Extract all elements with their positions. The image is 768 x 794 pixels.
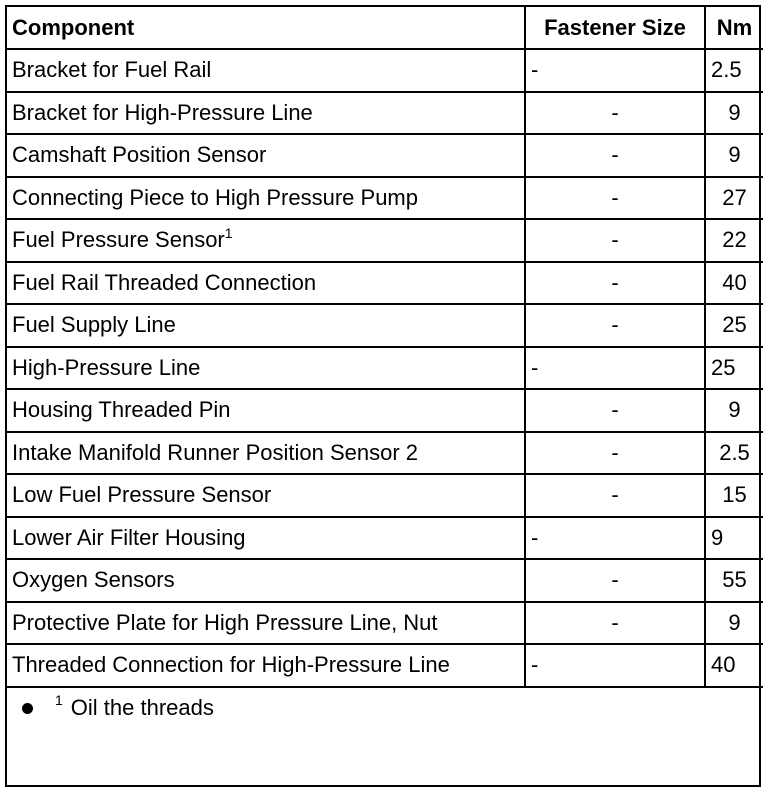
torque-cell: 40 — [705, 262, 763, 305]
component-cell: High-Pressure Line — [7, 347, 525, 390]
component-cell: Housing Threaded Pin — [7, 389, 525, 432]
table-row — [7, 517, 763, 560]
torque-cell: 27 — [705, 177, 763, 220]
torque-cell: 9 — [705, 389, 763, 432]
table-row — [7, 134, 763, 177]
torque-cell: 25 — [705, 304, 763, 347]
fastener-size-cell: - — [525, 559, 705, 602]
component-cell: Fuel Rail Threaded Connection — [7, 262, 525, 305]
torque-cell: 25 — [705, 347, 763, 390]
torque-spec-table — [7, 7, 763, 688]
table-row — [7, 92, 763, 135]
table-row — [7, 304, 763, 347]
header-fastener-size: Fastener Size — [525, 7, 705, 49]
table-header-row — [7, 7, 763, 49]
table-row — [7, 219, 763, 262]
torque-cell: 2.5 — [705, 49, 763, 92]
fastener-size-cell: - — [525, 92, 705, 135]
footnote-number: 1 — [55, 692, 63, 708]
table-row — [7, 644, 763, 687]
table-row — [7, 602, 763, 645]
table-row — [7, 347, 763, 390]
component-cell: Camshaft Position Sensor — [7, 134, 525, 177]
fastener-size-cell: - — [525, 304, 705, 347]
fastener-size-cell: - — [525, 49, 705, 92]
fastener-size-cell: - — [525, 219, 705, 262]
component-cell: Lower Air Filter Housing — [7, 517, 525, 560]
component-cell: Bracket for High-Pressure Line — [7, 92, 525, 135]
table-row — [7, 432, 763, 475]
component-cell: Fuel Supply Line — [7, 304, 525, 347]
fastener-size-cell: - — [525, 347, 705, 390]
table-row — [7, 389, 763, 432]
table-row — [7, 559, 763, 602]
component-cell: Low Fuel Pressure Sensor — [7, 474, 525, 517]
table-row — [7, 474, 763, 517]
footnote-marker: 1 — [224, 225, 233, 242]
component-cell: Threaded Connection for High-Pressure Line — [7, 644, 525, 687]
torque-cell: 55 — [705, 559, 763, 602]
bullet-icon — [22, 703, 33, 714]
table-row — [7, 262, 763, 305]
footnote — [22, 692, 214, 721]
fastener-size-cell: - — [525, 602, 705, 645]
fastener-size-cell: - — [525, 517, 705, 560]
footnote-text: Oil the threads — [70, 695, 214, 720]
table-row — [7, 177, 763, 220]
component-cell: Oxygen Sensors — [7, 559, 525, 602]
torque-cell: 40 — [705, 644, 763, 687]
component-cell: Fuel Pressure Sensor$^1$ — [7, 219, 525, 262]
torque-cell: 15 — [705, 474, 763, 517]
torque-cell: 2.5 — [705, 432, 763, 475]
torque-cell: 22 — [705, 219, 763, 262]
fastener-size-cell: - — [525, 432, 705, 475]
fastener-size-cell: - — [525, 262, 705, 305]
torque-cell: 9 — [705, 92, 763, 135]
fastener-size-cell: - — [525, 644, 705, 687]
component-cell: Connecting Piece to High Pressure Pump — [7, 177, 525, 220]
header-nm: Nm — [705, 7, 763, 49]
component-cell: Protective Plate for High Pressure Line, Nut — [7, 602, 525, 645]
torque-cell: 9 — [705, 602, 763, 645]
header-component: Component — [7, 7, 525, 49]
component-cell: Intake Manifold Runner Position Sensor 2 — [7, 432, 525, 475]
table-row — [7, 49, 763, 92]
fastener-size-cell: - — [525, 474, 705, 517]
fastener-size-cell: - — [525, 389, 705, 432]
torque-cell: 9 — [705, 134, 763, 177]
fastener-size-cell: - — [525, 177, 705, 220]
fastener-size-cell: - — [525, 134, 705, 177]
torque-cell: 9 — [705, 517, 763, 560]
torque-spec-frame — [5, 5, 761, 787]
component-cell: Bracket for Fuel Rail — [7, 49, 525, 92]
